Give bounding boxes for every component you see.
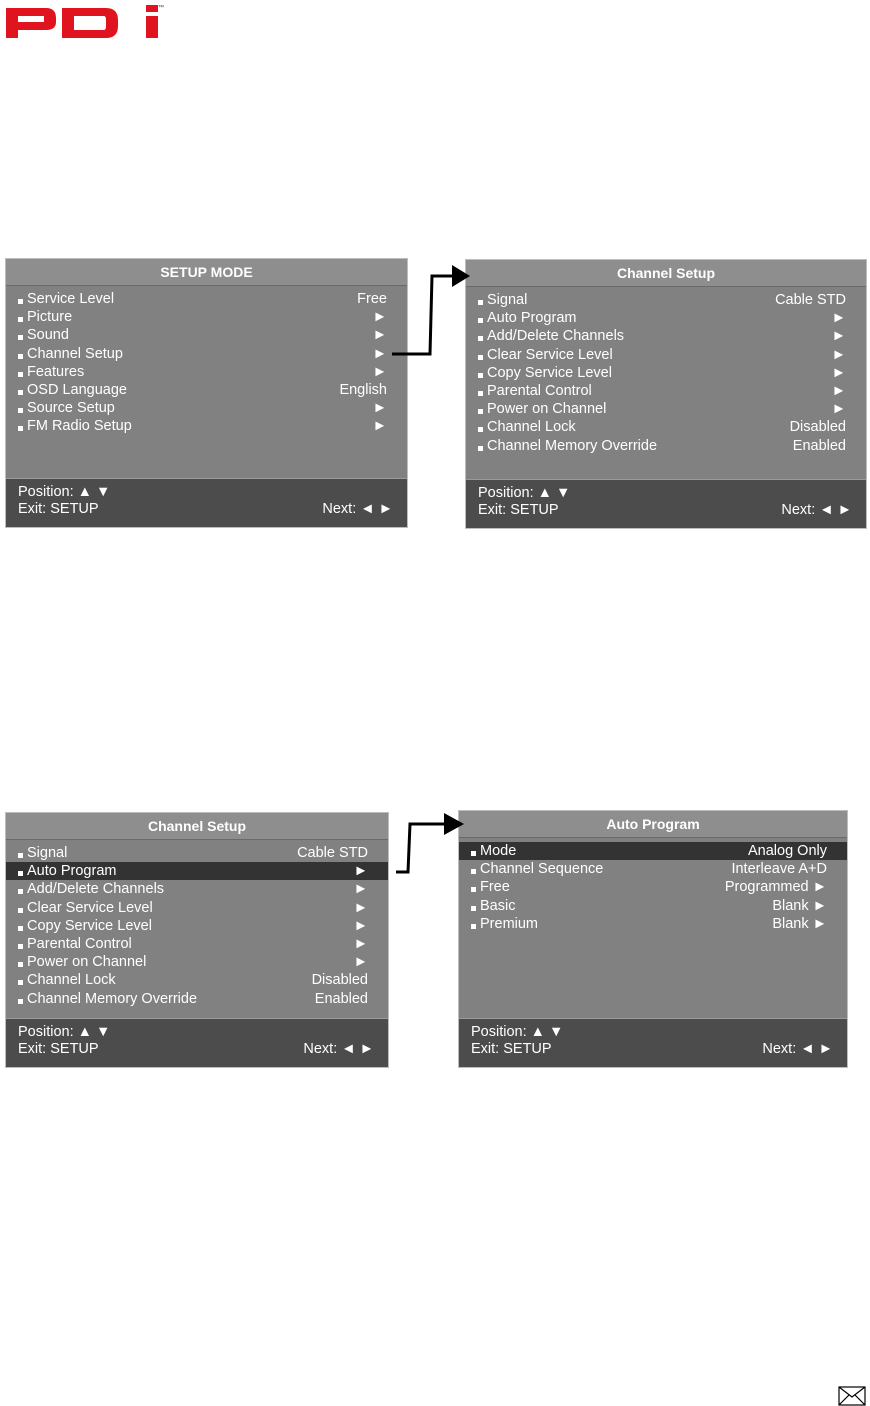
menu-item-value: ► xyxy=(831,383,846,400)
menu-item[interactable] xyxy=(6,862,388,880)
square-bullet-icon xyxy=(18,317,23,322)
menu-item[interactable] xyxy=(6,990,388,1008)
panel-title: Channel Setup xyxy=(466,260,866,287)
square-bullet-icon xyxy=(478,427,483,432)
menu-item-label: Auto Program xyxy=(27,863,117,880)
menu-item-value: ► xyxy=(353,899,368,916)
channel-setup-panel-bottom xyxy=(6,813,388,1067)
menu-item[interactable] xyxy=(6,417,407,435)
channel-setup-panel-top xyxy=(466,260,866,528)
menu-item-value: ► xyxy=(353,917,368,934)
panel-footer xyxy=(459,1018,847,1067)
square-bullet-icon xyxy=(18,944,23,949)
menu-item[interactable] xyxy=(466,364,866,382)
square-bullet-icon xyxy=(478,355,483,360)
panel-title: Auto Program xyxy=(459,811,847,838)
menu-item-label: Sound xyxy=(27,327,69,344)
menu-item-label: Signal xyxy=(487,292,528,309)
menu-item[interactable] xyxy=(6,917,388,935)
menu-item-value: ► xyxy=(831,364,846,381)
next-hint: Next: ◄ ► xyxy=(762,1041,833,1057)
menu-item-value: English xyxy=(339,382,387,399)
square-bullet-icon xyxy=(18,853,23,858)
square-bullet-icon xyxy=(18,926,23,931)
menu-item-value: ► xyxy=(372,400,387,417)
menu-item-label: Source Setup xyxy=(27,400,115,417)
exit-hint: Exit: SETUP xyxy=(18,501,99,517)
menu-item-value: Blank ► xyxy=(772,915,827,932)
position-hint: Position: ▲ ▼ xyxy=(471,1024,564,1040)
menu-item-label: Mode xyxy=(480,843,517,860)
menu-item-value: ► xyxy=(372,345,387,362)
menu-item-value: ► xyxy=(353,863,368,880)
menu-item-value: ► xyxy=(831,328,846,345)
square-bullet-icon xyxy=(478,446,483,451)
menu-item-value: ► xyxy=(372,309,387,326)
menu-item-value: Cable STD xyxy=(297,845,368,862)
menu-item-label: Basic xyxy=(480,897,516,914)
square-bullet-icon xyxy=(478,373,483,378)
menu-item-value: Blank ► xyxy=(772,897,827,914)
next-hint: Next: ◄ ► xyxy=(781,502,852,518)
menu-item-value: Free xyxy=(357,291,387,308)
menu-item[interactable] xyxy=(466,291,866,309)
square-bullet-icon xyxy=(471,906,476,911)
menu-list xyxy=(459,838,847,933)
menu-item-label: Auto Program xyxy=(487,310,577,327)
menu-item-value: Cable STD xyxy=(775,292,846,309)
menu-item-label: Parental Control xyxy=(487,383,592,400)
square-bullet-icon xyxy=(18,962,23,967)
menu-item-label: Parental Control xyxy=(27,936,132,953)
next-hint: Next: ◄ ► xyxy=(303,1041,374,1057)
menu-item[interactable] xyxy=(6,844,388,862)
menu-list xyxy=(6,286,407,436)
menu-item-value: ► xyxy=(353,881,368,898)
menu-item[interactable] xyxy=(6,290,407,308)
panel-footer xyxy=(6,1018,388,1067)
menu-item-value: Analog Only xyxy=(748,843,827,860)
menu-item-value: ► xyxy=(372,327,387,344)
square-bullet-icon xyxy=(18,980,23,985)
menu-item-value: Enabled xyxy=(792,437,846,454)
menu-item[interactable] xyxy=(466,400,866,418)
menu-item-value: ► xyxy=(353,936,368,953)
menu-item-label: Clear Service Level xyxy=(27,899,153,916)
square-bullet-icon xyxy=(471,887,476,892)
menu-item[interactable] xyxy=(6,935,388,953)
menu-item-value: Disabled xyxy=(311,972,368,989)
menu-item-label: Channel Lock xyxy=(487,419,576,436)
square-bullet-icon xyxy=(478,391,483,396)
menu-item[interactable] xyxy=(466,346,866,364)
menu-item[interactable] xyxy=(6,326,407,344)
position-hint: Position: ▲ ▼ xyxy=(478,485,571,501)
menu-item-value: Programmed ► xyxy=(724,879,827,896)
position-hint: Position: ▲ ▼ xyxy=(18,1024,111,1040)
square-bullet-icon xyxy=(478,336,483,341)
flow-arrow-icon-top xyxy=(390,262,474,358)
trademark-mark: ™ xyxy=(158,5,164,11)
menu-item-label: Channel Memory Override xyxy=(27,990,198,1007)
menu-item[interactable] xyxy=(466,327,866,345)
position-hint: Position: ▲ ▼ xyxy=(18,484,111,500)
menu-item-label: Power on Channel xyxy=(27,954,147,971)
menu-item-value: ► xyxy=(372,363,387,380)
square-bullet-icon xyxy=(18,299,23,304)
square-bullet-icon xyxy=(18,372,23,377)
menu-item[interactable] xyxy=(6,381,407,399)
square-bullet-icon xyxy=(18,871,23,876)
menu-item-label: FM Radio Setup xyxy=(27,418,132,435)
menu-item[interactable] xyxy=(466,418,866,436)
menu-item-label: Copy Service Level xyxy=(27,917,152,934)
pdi-logo xyxy=(6,2,166,42)
menu-item[interactable] xyxy=(459,915,847,933)
menu-list xyxy=(6,840,388,1008)
menu-item[interactable] xyxy=(459,842,847,860)
square-bullet-icon xyxy=(18,408,23,413)
square-bullet-icon xyxy=(478,300,483,305)
panel-title: Channel Setup xyxy=(6,813,388,840)
exit-hint: Exit: SETUP xyxy=(478,502,559,518)
square-bullet-icon xyxy=(18,889,23,894)
menu-item[interactable] xyxy=(6,399,407,417)
menu-item-value: Interleave A+D xyxy=(731,861,827,878)
mail-icon[interactable] xyxy=(838,1386,866,1406)
menu-item-label: Channel Lock xyxy=(27,972,116,989)
menu-item[interactable] xyxy=(6,363,407,381)
menu-item[interactable] xyxy=(459,860,847,878)
square-bullet-icon xyxy=(18,908,23,913)
menu-item[interactable] xyxy=(6,880,388,898)
menu-item[interactable] xyxy=(459,897,847,915)
menu-item[interactable] xyxy=(466,309,866,327)
square-bullet-icon xyxy=(478,318,483,323)
square-bullet-icon xyxy=(478,409,483,414)
menu-item-label: Add/Delete Channels xyxy=(487,328,625,345)
menu-item-label: Channel Setup xyxy=(27,345,123,362)
panel-footer xyxy=(6,478,407,527)
menu-item-label: Clear Service Level xyxy=(487,346,613,363)
next-hint: Next: ◄ ► xyxy=(322,501,393,517)
menu-item-label: Free xyxy=(480,879,510,896)
panel-footer xyxy=(466,479,866,528)
menu-item-label: Signal xyxy=(27,845,68,862)
flow-arrow-icon-bottom xyxy=(394,812,470,876)
menu-item-label: Add/Delete Channels xyxy=(27,881,165,898)
menu-item-label: Channel Sequence xyxy=(480,861,604,878)
pdi-logo-mark xyxy=(6,5,158,38)
menu-item-value: ► xyxy=(353,954,368,971)
menu-item-label: Picture xyxy=(27,309,73,326)
menu-item-label: Features xyxy=(27,363,85,380)
setup-mode-panel xyxy=(6,259,407,527)
square-bullet-icon xyxy=(471,851,476,856)
menu-item-label: Premium xyxy=(480,915,539,932)
menu-item-value: ► xyxy=(372,418,387,435)
square-bullet-icon xyxy=(471,869,476,874)
menu-item-value: Disabled xyxy=(789,419,846,436)
menu-item[interactable] xyxy=(6,308,407,326)
menu-item-value: ► xyxy=(831,310,846,327)
menu-item-value: ► xyxy=(831,401,846,418)
menu-item[interactable] xyxy=(466,437,866,455)
exit-hint: Exit: SETUP xyxy=(18,1041,99,1057)
menu-item-label: Channel Memory Override xyxy=(487,437,658,454)
menu-item-label: OSD Language xyxy=(27,382,127,399)
auto-program-panel xyxy=(459,811,847,1067)
exit-hint: Exit: SETUP xyxy=(471,1041,552,1057)
menu-item-label: Service Level xyxy=(27,291,115,308)
menu-item[interactable] xyxy=(466,382,866,400)
menu-item[interactable] xyxy=(6,971,388,989)
menu-item[interactable] xyxy=(6,899,388,917)
menu-item-value: ► xyxy=(831,346,846,363)
square-bullet-icon xyxy=(18,390,23,395)
square-bullet-icon xyxy=(18,426,23,431)
square-bullet-icon xyxy=(471,924,476,929)
menu-list xyxy=(466,287,866,455)
menu-item[interactable] xyxy=(459,878,847,896)
menu-item[interactable] xyxy=(6,953,388,971)
menu-item-label: Power on Channel xyxy=(487,401,607,418)
square-bullet-icon xyxy=(18,999,23,1004)
square-bullet-icon xyxy=(18,335,23,340)
menu-item[interactable] xyxy=(6,345,407,363)
panel-title: SETUP MODE xyxy=(6,259,407,286)
square-bullet-icon xyxy=(18,354,23,359)
menu-item-value: Enabled xyxy=(314,990,368,1007)
menu-item-label: Copy Service Level xyxy=(487,364,612,381)
